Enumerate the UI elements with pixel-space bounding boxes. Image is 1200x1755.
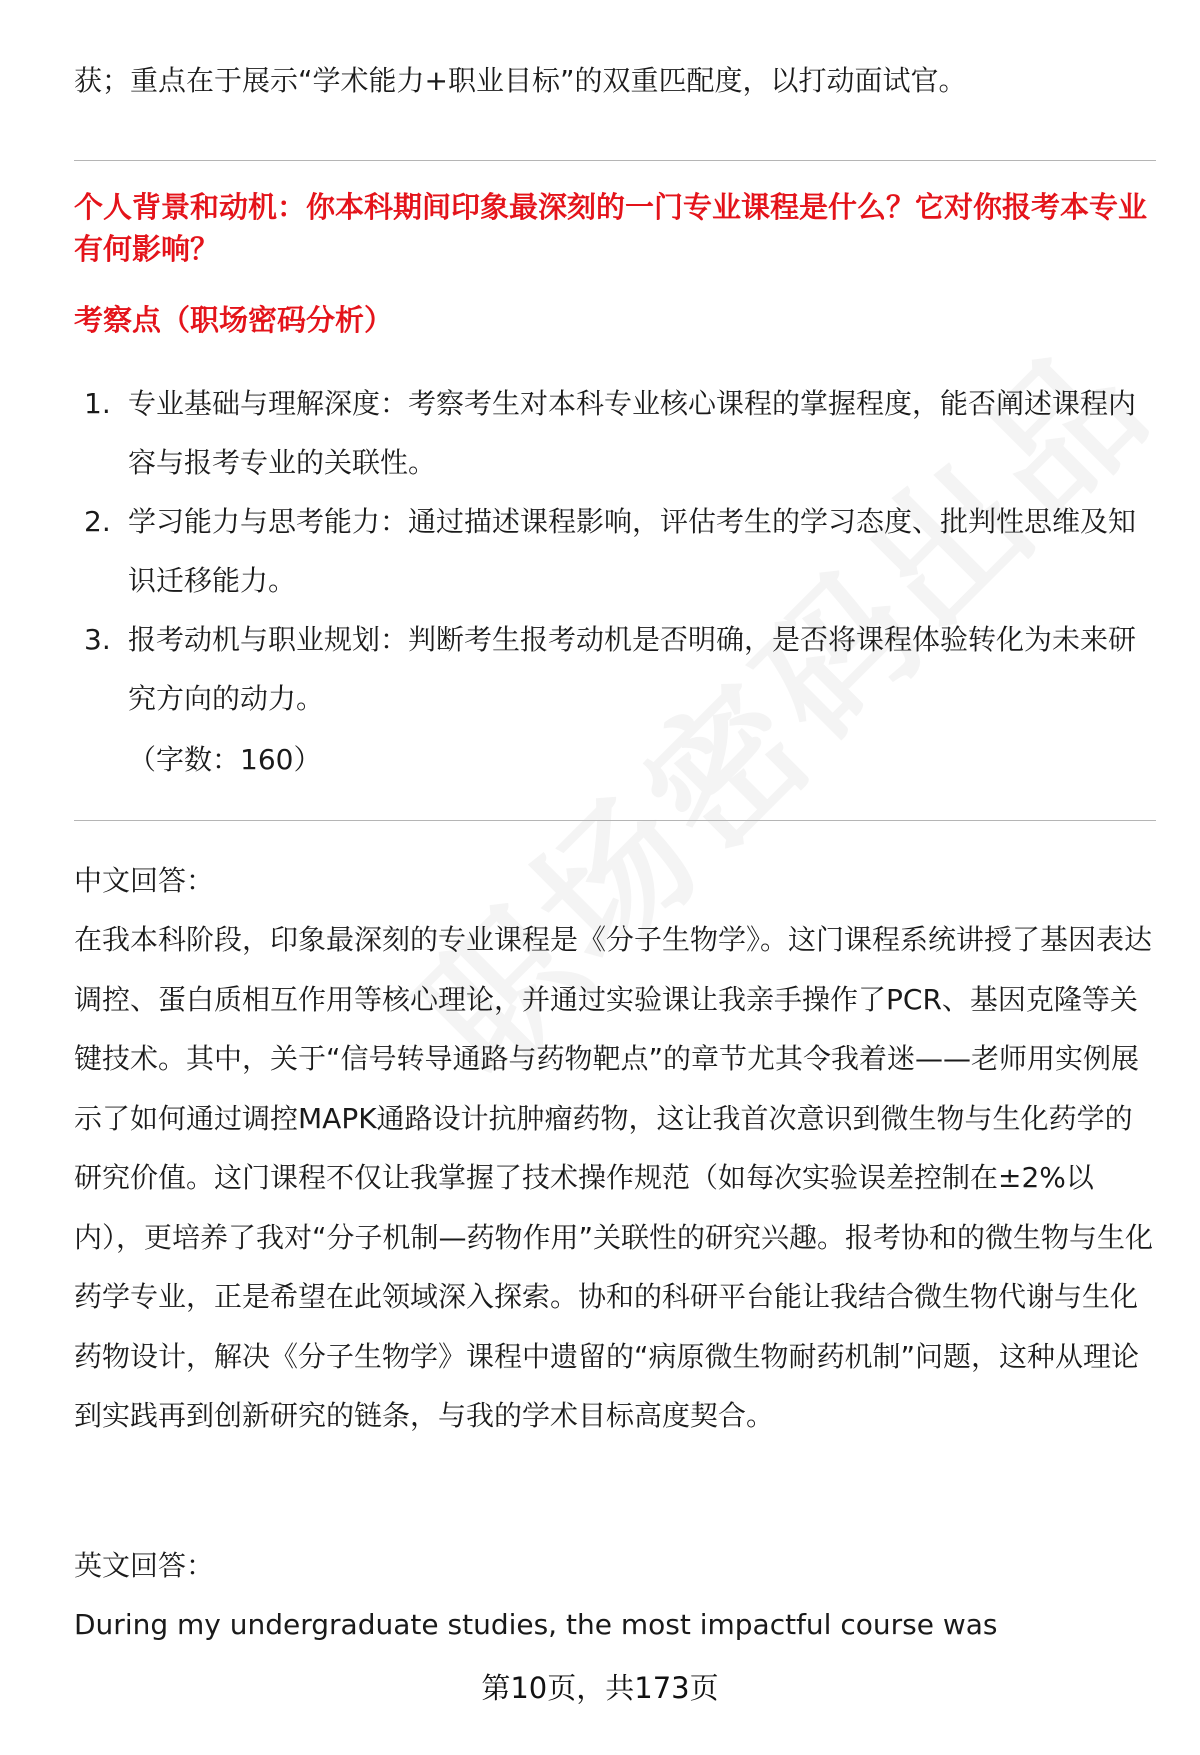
english-answer-label: 英文回答： <box>74 1549 215 1582</box>
analysis-heading: 考察点（职场密码分析） <box>74 303 394 337</box>
analysis-list <box>74 374 1156 728</box>
intro-paragraph: 获；重点在于展示“学术能力+职业目标”的双重匹配度，以打动面试官。 <box>74 64 967 97</box>
list-item <box>74 374 1156 492</box>
list-number: 3. <box>84 623 111 656</box>
list-item-text: 报考动机与职业规划：判断考生报考动机是否明确，是否将课程体验转化为未来研究方向的动力。 <box>128 623 1137 715</box>
list-item-text: 专业基础与理解深度：考察考生对本科专业核心课程的掌握程度，能否阐述课程内容与报考专业的关联性。 <box>128 387 1137 479</box>
question-heading: 个人背景和动机：你本科期间印象最深刻的一门专业课程是什么？它对你报考本专业有何影响？ <box>74 190 1148 266</box>
divider <box>74 820 1156 821</box>
english-answer: During my undergraduate studies, the most impactful course was <box>74 1608 998 1641</box>
divider <box>74 160 1156 161</box>
list-item <box>74 610 1156 728</box>
list-item <box>74 492 1156 610</box>
list-item-text: 学习能力与思考能力：通过描述课程影响，评估考生的学习态度、批判性思维及知识迁移能力。 <box>128 505 1137 597</box>
list-number: 1. <box>84 387 111 420</box>
chinese-answer: 在我本科阶段，印象最深刻的专业课程是《分子生物学》。这门课程系统讲授了基因表达调控、蛋白质相互作用等核心理论，并通过实验课让我亲手操作了PCR、基因克隆等关键技术。其中，关于“信号转导通路与药物靶点”的章节尤其令我着迷——老师用实例展示了如何通过调控MAPK通路设计抗肿瘤药物，这让我首次意识到微生物与生化药学的研究价值。这门课程不仅让我掌握了技术操作规范（如每次实验误差控制在±2%以内），更培养了我对“分子机制—药物作用”关联性的研究兴趣。报考协和的微生物与生化药学专业，正是希望在此领域深入探索。协和的科研平台能让我结合微生物代谢与生化药物设计，解决《分子生物学》课程中遗留的“病原微生物耐药机制”问题，这种从理论到实践再到创新研究的链条，与我的学术目标高度契合。 <box>74 923 1154 1432</box>
chinese-answer-label: 中文回答： <box>74 864 215 897</box>
word-count: （字数：160） <box>128 743 322 776</box>
page-footer: 第10页，共173页 <box>481 1671 719 1705</box>
list-number: 2. <box>84 505 111 538</box>
